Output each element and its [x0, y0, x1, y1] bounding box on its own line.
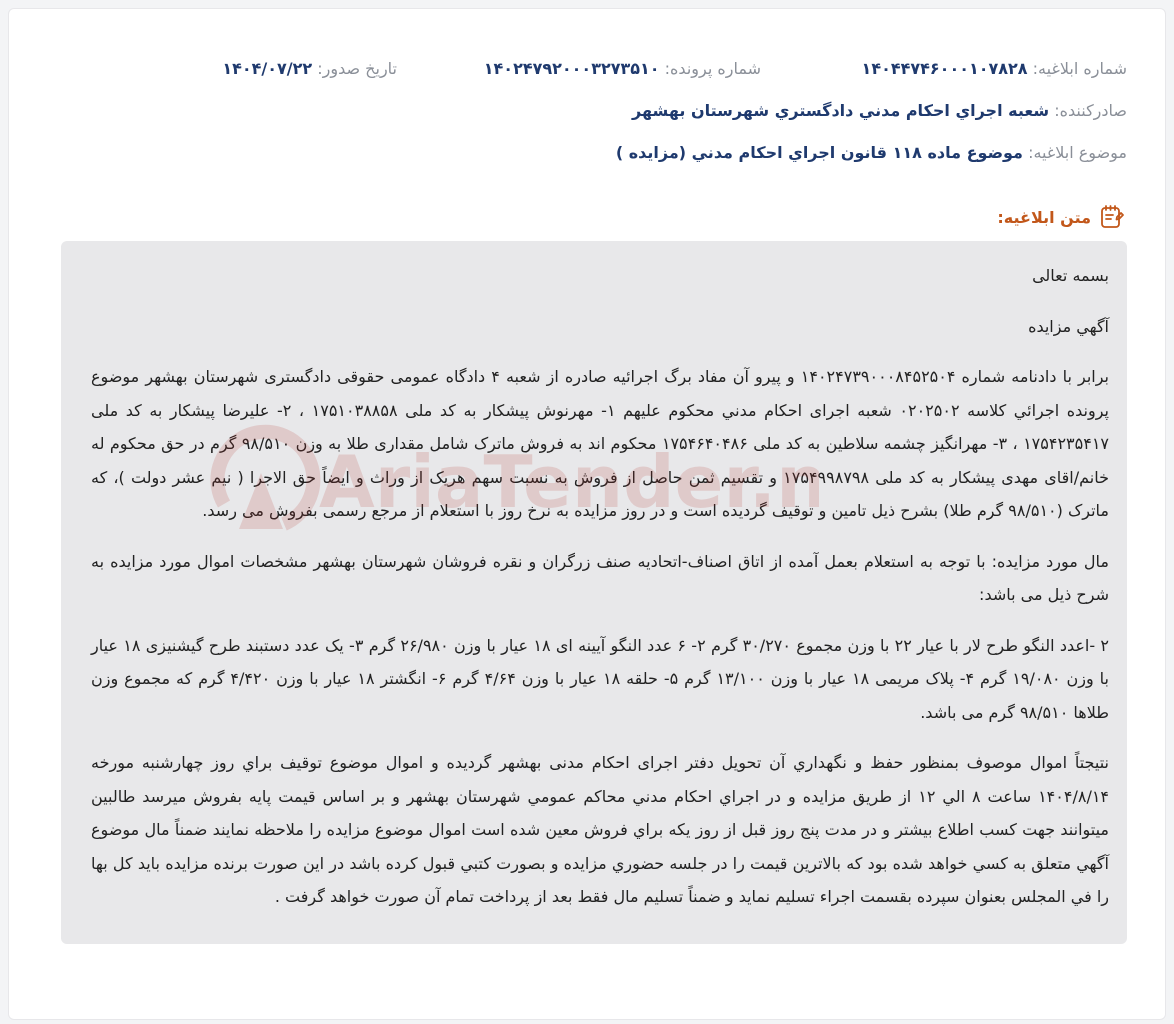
issue-date-field — [222, 59, 397, 78]
case-number-value: ۱۴۰۲۴۷۹۲۰۰۰۳۲۷۳۵۱۰ — [483, 59, 660, 78]
notice-text-heading-label: متن ابلاغیه: — [997, 207, 1091, 227]
notice-text-heading — [997, 204, 1125, 230]
case-number-field — [484, 59, 761, 78]
issuer-label: صادرکننده: — [1054, 101, 1127, 120]
notice-number-label: شماره ابلاغیه: — [1032, 59, 1127, 78]
paragraph-property: مال مورد مزایده: با توجه به استعلام بعمل آمده از اتاق اصناف-اتحادیه صنف زرگران و نقره فروشان شهرستان بهشهر مشخصات اموال مورد مزایده به شرح ذیل می باشد: — [91, 551, 1109, 604]
subject-value: موضوع ماده ۱۱۸ قانون اجراي احكام مدني (مزايده ) — [615, 143, 1023, 162]
issue-date-value: ۱۴۰۴/۰۷/۲۲ — [222, 59, 313, 78]
subject-field — [67, 143, 1127, 162]
issuer-field — [67, 101, 1127, 120]
notice-number-field — [862, 59, 1127, 78]
paragraph-items: ۲ -اعدد النگو طرح لار با عیار ۲۲ با وزن مجموع ۳۰/۲۷۰ گرم ۲- ۶ عدد النگو آیینه ای ۱۸ عیار با وزن ۲۶/۹۸۰ گرم ۳- یک عدد دستبند طرح گیشنیزی ۱۸ عیار با وزن ۱۹/۰۸۰ گرم ۴- پلاک مریمی ۱۸ عیار با وزن ۱۳/۱۰۰ گرم ۵- حلقه ۱۸ عیار با وزن ۴/۶۴ گرم ۶- انگشتر ۱۸ عیار با وزن ۴/۴۲۰ گرم که مجموع وزن طلاها ۹۸/۵۱۰ گرم می باشد. — [91, 635, 1109, 722]
subject-label: موضوع ابلاغیه: — [1028, 143, 1127, 162]
bismillah-line: بسمه تعالی — [1032, 266, 1109, 285]
notice-number-value: ۱۴۰۴۴۷۴۶۰۰۰۱۰۷۸۲۸ — [861, 59, 1028, 78]
paragraph-conditions: نتیجتاً اموال موصوف بمنظور حفظ و نگهداري آن تحویل دفتر اجرای احکام مدنی بهشهر گردیده و اموال موضوع توقیف براي روز چهارشنبه مورخه ۱۴۰۴/۸/۱۴ ساعت ۸ الي ۱۲ از طريق مزايده و در اجراي احكام مدني محاكم عمومي شهرستان بهشهر و بر اساس قيمت پايه بفروش ميرسد طالبين ميتوانند جهت كسب اطلاع بيشتر و در مدت پنج روز قبل از روز يكه براي فروش معين شده است اموال موضوع مزايده را ملاحظه نمايند ضمناً مال موضوع آگهي متعلق به كسي خواهد شده بود كه بالاترين قيمت را در جلسه حضوري مزايده و بصورت كتبي قبول كرده باشد در اين صورت برنده مزايده بايد كل بها را في المجلس بعنوان سپرده بقسمت اجراء تسليم نمايد و ضمناً تسليم مال فقط بعد از پرداخت تمام آن صورت خواهد گرفت . — [91, 753, 1110, 906]
ad-title: آگهي مزايده — [1028, 316, 1109, 336]
issue-date-label: تاریخ صدور: — [317, 59, 397, 78]
notice-body — [61, 241, 1127, 944]
case-number-label: شماره پرونده: — [664, 59, 761, 78]
paragraph-judgment: برابر با دادنامه شماره ۱۴۰۲۴۷۳۹۰۰۰۸۴۵۲۵۰۴ و پیرو آن مفاد برگ اجرائیه صادره از شعبه ۴ دادگاه عمومی حقوقی دادگستری شهرستان بهشهر موضوع پرونده اجرائي كلاسه ۰۲۰۲۵۰۲ شعبه اجرای احکام مدني محکوم علیهم ۱- مهرنوش پیشکار به کد ملی ۱۷۵۱۰۳۸۸۵۸ ، ۲- علیرضا پیشکار به کد ملی ۱۷۵۴۲۳۵۴۱۷ ، ۳- مهرانگیز چشمه سلاطین به کد ملی ۱۷۵۴۶۴۰۴۸۶ محکوم اند به فروش ماترک شامل مقداری طلا به وزن ۹۸/۵۱۰ گرم در حق محکوم له خانم/اقای مهدی پیشکار به کد ملی ۱۷۵۴۹۹۸۷۹۸ و تقسیم ثمن حاصل از فروش به نسبت سهم هریک از وراث و ایضاً حق الاجرا ( نیم عشر دولت )، که ماترک (۹۸/۵۱۰ گرم طلا) بشرح ذیل تامین و توقیف گردیده است و در روز مزایده به نرخ روز با استعلام از مرجع رسمی بفروش می رسد. — [91, 367, 1110, 520]
notice-page — [8, 8, 1166, 1020]
issuer-value: شعبه اجراي احكام مدني دادگستري شهرستان بهشهر — [632, 101, 1050, 120]
note-edit-icon — [1099, 204, 1125, 230]
